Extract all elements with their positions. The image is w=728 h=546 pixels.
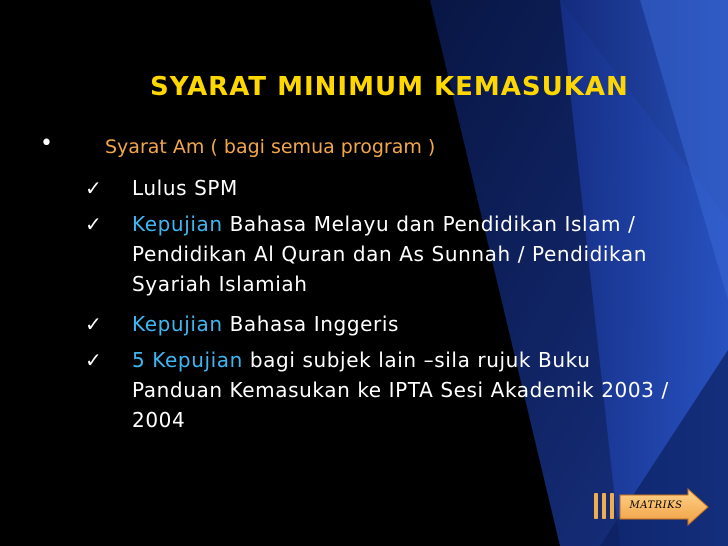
checkmark-icon: ✓ (85, 176, 102, 200)
highlight-text: Kepujian (132, 312, 223, 336)
list-item-text (132, 173, 677, 203)
list-item-text (132, 309, 677, 339)
item-body-text: bagi subjek lain –sila rujuk Buku Panduan Kemasukan ke IPTA Sesi Akademik 2003 / 2004 (132, 348, 669, 432)
main-item-text: Syarat Am ( bagi semua program ) (105, 136, 436, 158)
list-item-text (132, 345, 677, 435)
pause-bars-icon[interactable] (594, 493, 614, 519)
navigation-controls (594, 488, 710, 528)
item-body-text: Bahasa Melayu dan Pendidikan Islam / Pendidikan Al Quran dan As Sunnah / Pendidikan Syariah Islamiah (132, 212, 648, 296)
highlight-text: 5 Kepujian (132, 348, 243, 372)
list-item-text (132, 209, 677, 299)
checkmark-icon: ✓ (85, 348, 102, 372)
matriks-button[interactable] (618, 488, 710, 526)
highlight-text: Kepujian (132, 212, 223, 236)
matriks-button-label: MATRIKS (629, 500, 683, 511)
checkmark-icon: ✓ (85, 312, 102, 336)
item-body-text: Bahasa Inggeris (229, 312, 400, 336)
slide-title: SYARAT MINIMUM KEMASUKAN (150, 72, 629, 102)
item-body-text: Lulus SPM (132, 176, 238, 200)
main-bullet-icon: • (40, 131, 53, 156)
checkmark-icon: ✓ (85, 212, 102, 236)
